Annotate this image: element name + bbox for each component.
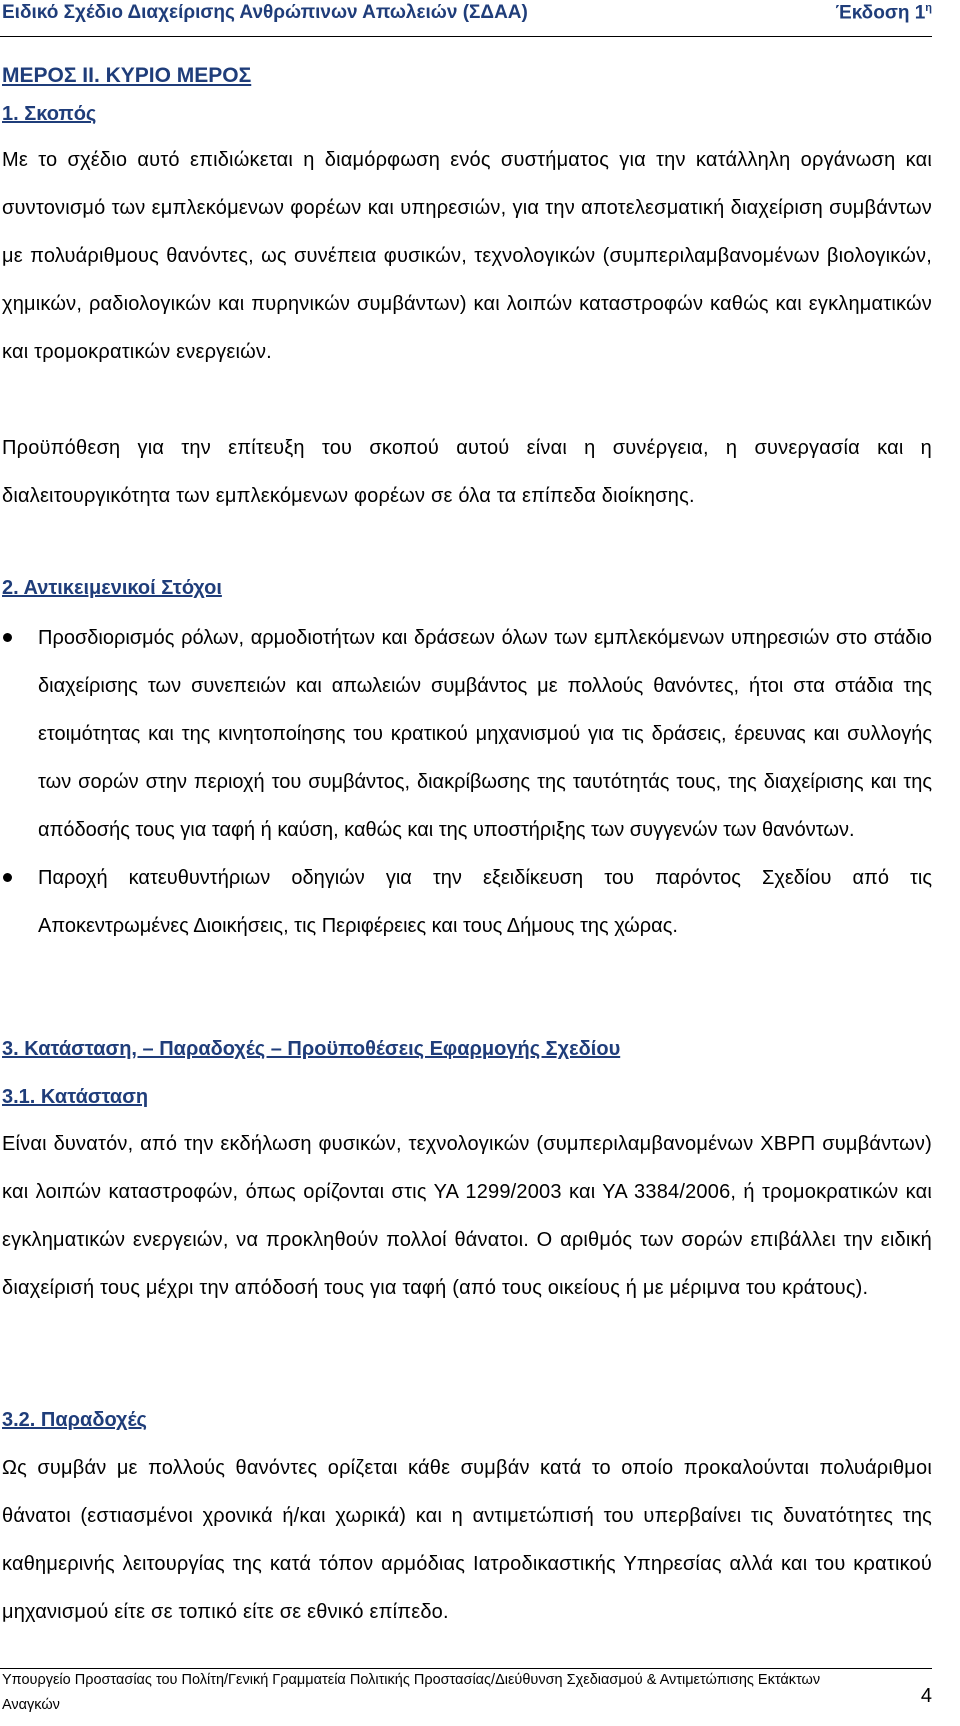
section-1-heading: 1. Σκοπός [2, 103, 97, 125]
section-3-1-paragraph: Είναι δυνατόν, από την εκδήλωση φυσικών, τεχνολογικών (συμπεριλαμβανομένων ΧΒΡΠ συμβάντων) και λοιπών καταστροφών, όπως ορίζονται στις ΥΑ 1299/2003 και ΥΑ 3384/2006, ή τρομοκρατικών και εγκληματικών ενεργειών, να προκληθούν πολλοί θάνατοι. Ο αριθμός των σορών επιβάλλει την ειδική διαχείρισή τους μέχρι την απόδοσή τους για ταφή (από τους οικείους ή με μέριμνα του κράτους). [2, 1133, 932, 1299]
section-1-paragraph-2: Προϋπόθεση για την επίτευξη του σκοπού αυτού είναι η συνέργεια, η συνεργασία και η διαλειτουργικότητα των εμπλεκόμενων φορέων σε όλα τα επίπεδα διοίκησης. [2, 437, 932, 507]
objectives-list [0, 614, 932, 950]
header-title: Ειδικό Σχέδιο Διαχείρισης Ανθρώπινων Απωλειών (ΣΔΑΑ) [2, 2, 528, 23]
edition-label: Έκδοση 1 [835, 2, 926, 24]
objective-text: Παροχή κατευθυντήριων οδηγιών για την εξειδίκευση του παρόντος Σχεδίου από τις Αποκεντρωμένες Διοικήσεις, τις Περιφέρειες και τους Δήμους της χώρας. [38, 867, 932, 937]
section-2-heading: 2. Αντικειμενικοί Στόχοι [2, 577, 222, 599]
header-edition [836, 2, 932, 24]
footer-line-1: Υπουργείο Προστασίας του Πολίτη/Γενική Γραμματεία Πολιτικής Προστασίας/Διεύθυνση Σχεδιασμού & Αντιμετώπισης Εκτάκτων [2, 1672, 821, 1688]
section-3-2-paragraph: Ως συμβάν με πολλούς θανόντες ορίζεται κάθε συμβάν κατά το οποίο προκαλούνται πολυάριθμοι θάνατοι (εστιασμένοι χρονικά ή/και χωρικά) και η αντιμετώπισή του υπερβαίνει τις δυνατότητες της καθημερινής λειτουργίας της κατά τόπον αρμόδιας Ιατροδικαστικής Υπηρεσίας αλλά και του κρατικού μηχανισμού είτε σε τοπικό είτε σε εθνικό επίπεδο. [2, 1457, 932, 1623]
bullet-icon [3, 633, 12, 642]
page-header [0, 0, 932, 37]
footer-line-2: Αναγκών [2, 1697, 60, 1713]
section-1-paragraph-1: Με το σχέδιο αυτό επιδιώκεται η διαμόρφωση ενός συστήματος για την κατάλληλη οργάνωση και συντονισμό των εμπλεκόμενων φορέων και υπηρεσιών, για την αποτελεσματική διαχείριση συμβάντων με πολυάριθμους θανόντες, ως συνέπεια φυσικών, τεχνολογικών (συμπεριλαμβανομένων βιολογικών, χημικών, ραδιολογικών και πυρηνικών συμβάντων) και λοιπών καταστροφών καθώς και εγκληματικών και τρομοκρατικών ενεργειών. [2, 149, 932, 363]
objective-text: Προσδιορισμός ρόλων, αρμοδιοτήτων και δράσεων όλων των εμπλεκόμενων υπηρεσιών στο στάδιο διαχείρισης των συνεπειών και απωλειών συμβάντος με πολλούς θανόντες, ήτοι στα στάδια της ετοιμότητας και της κινητοποίησης του κρατικού μηχανισμού για τις δράσεις, έρευνας και συλλογής των σορών στην περιοχή του συμβάντος, διακρίβωσης της ταυτότητάς τους, της διαχείρισης και της απόδοσής τους για ταφή ή καύση, καθώς και της υποστήριξης των συγγενών των θανόντων. [38, 627, 932, 841]
objective-item [0, 854, 932, 950]
bullet-icon [3, 873, 12, 882]
edition-superscript: η [925, 2, 932, 14]
objective-item [0, 614, 932, 854]
page-footer [0, 1668, 932, 1713]
part-title: ΜΕΡΟΣ ΙΙ. ΚΥΡΙΟ ΜΕΡΟΣ [2, 64, 252, 87]
page-number: 4 [920, 1685, 932, 1707]
section-3-2-heading: 3.2. Παραδοχές [2, 1409, 147, 1431]
section-3-heading: 3. Κατάσταση, – Παραδοχές – Προϋποθέσεις Εφαρμογής Σχεδίου [2, 1038, 621, 1060]
section-3-1-heading: 3.1. Κατάσταση [2, 1086, 149, 1108]
